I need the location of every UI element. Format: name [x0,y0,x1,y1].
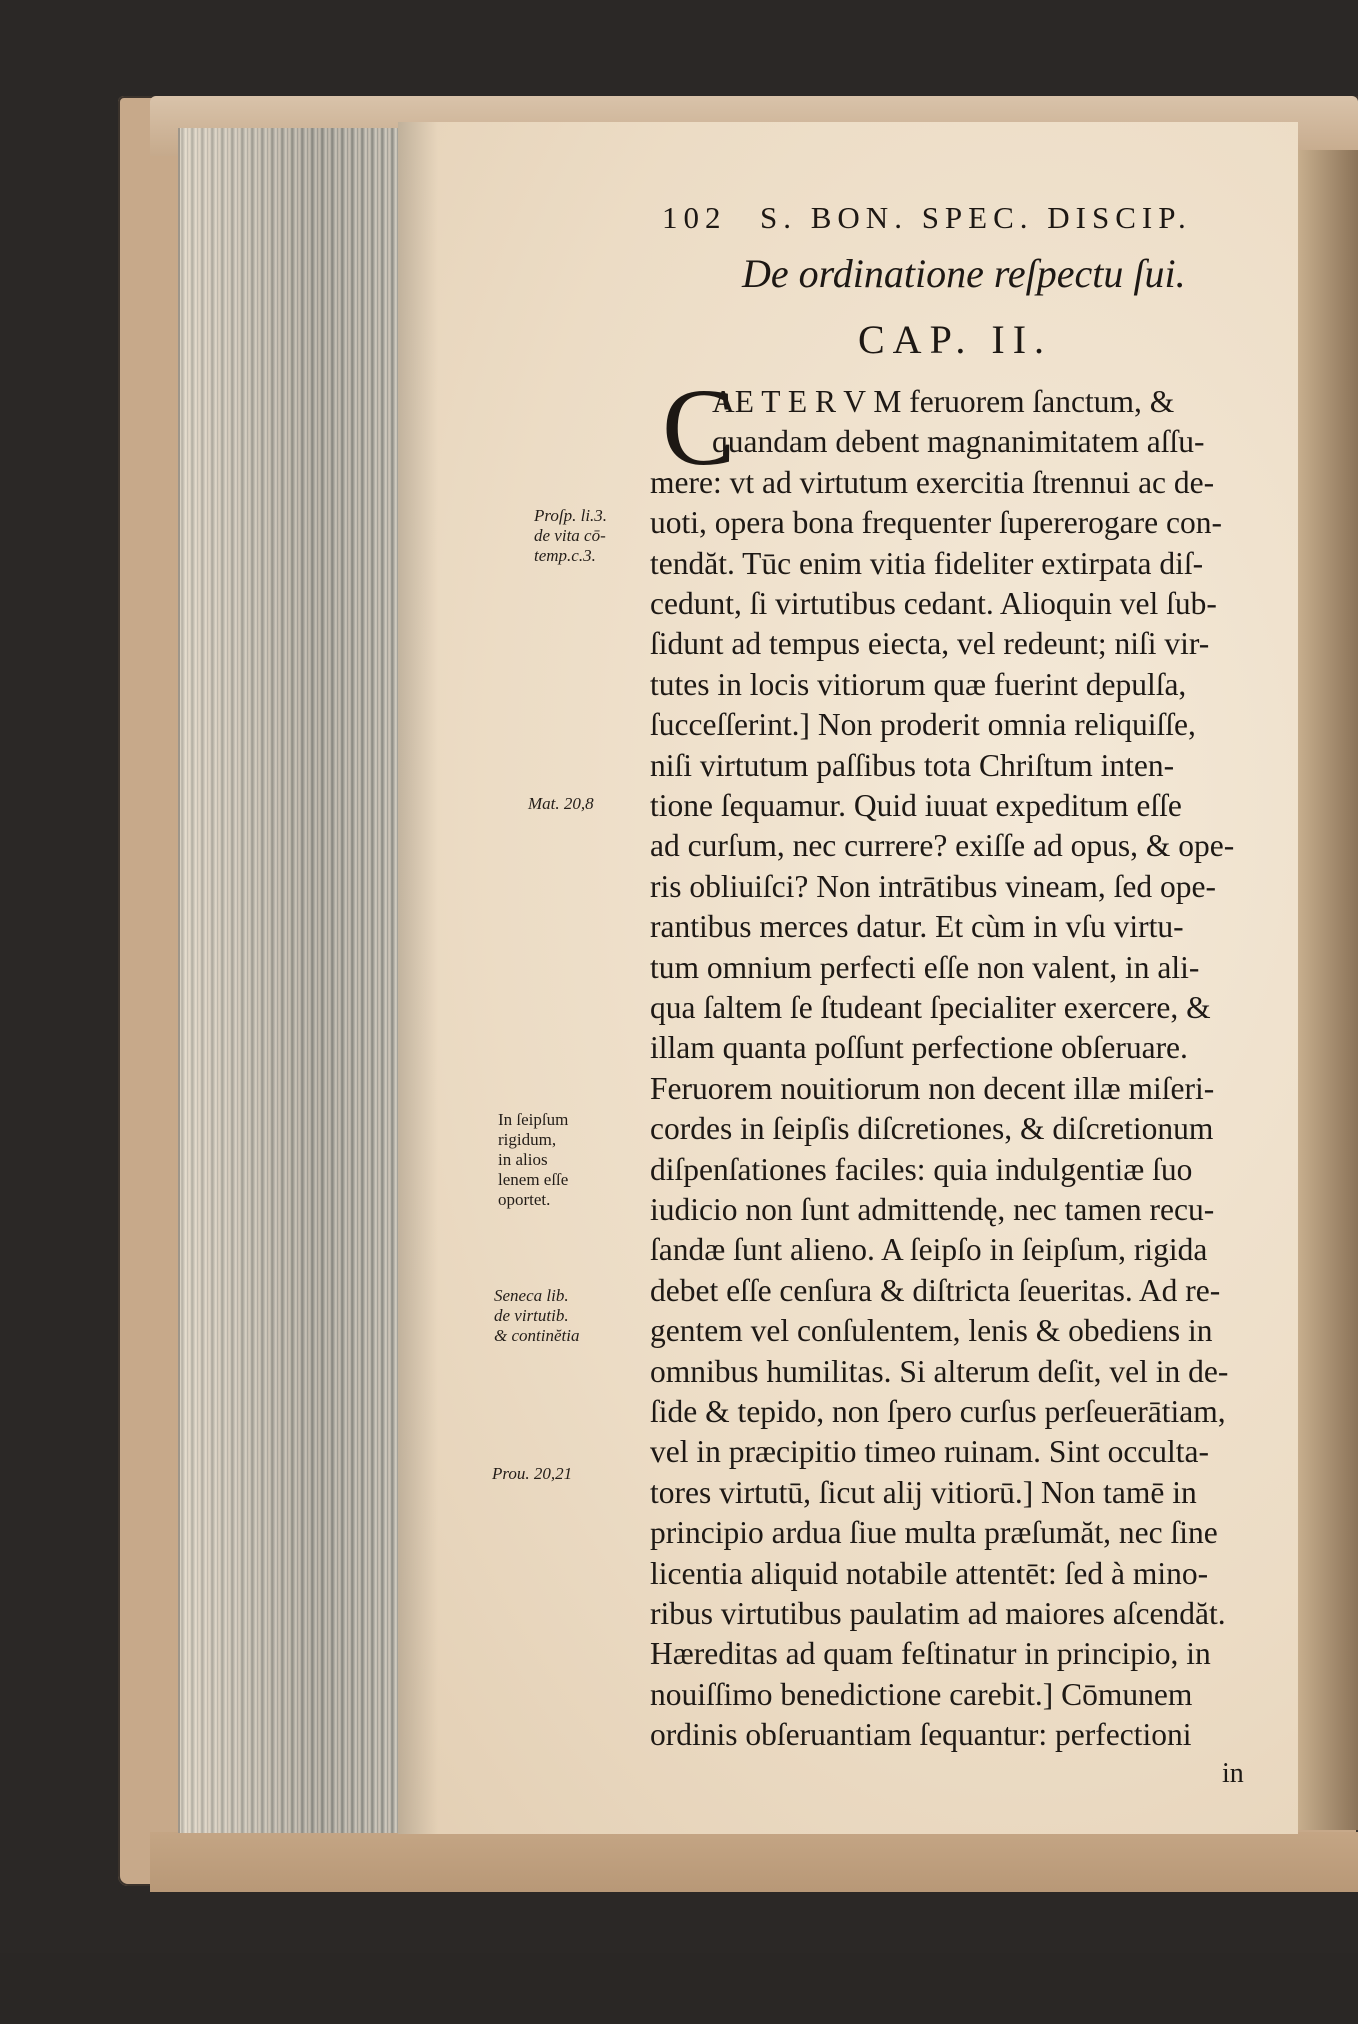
body-line: ſandæ ſunt alieno. A ſeipſo in ſeipſum, rigida [650,1232,1208,1268]
section-title: De ordinatione reſpectu ſui. [742,251,1186,296]
body-line: Hæreditas ad quam feſtinatur in principio, in [650,1636,1211,1672]
page-gutter-shadow [398,122,438,1834]
page-block-shading [178,128,410,1833]
body-line: omnibus humilitas. Si alterum deſit, vel in de- [650,1353,1229,1389]
body-line: niſi virtutum paſſibus tota Chriſtum inten- [650,747,1175,783]
body-line: vel in præcipitio timeo ruinam. Sint occulta- [650,1434,1210,1470]
body-line: in [1222,1757,1244,1789]
body-line: tum omnium perfecti eſſe non valent, in ali- [650,949,1200,985]
running-head-title: S. BON. SPEC. DISCIP. [760,200,1192,235]
body-line: quandam debent magnanimitatem aſſu- [712,424,1205,460]
margin-note-line: rigidum, [498,1130,557,1149]
margin-note-line: lenem eſſe [498,1170,569,1189]
margin-note-line: Seneca lib. [494,1286,569,1305]
body-line: cedunt, ſi virtutibus cedant. Alioquin vel ſub- [650,586,1217,621]
margin-note-line: Mat. 20,8 [528,794,594,813]
body-line: cordes in ſeipſis diſcretiones, & diſcretionum [650,1111,1214,1147]
body-line: rantibus merces datur. Et cùm in vſu virtu- [650,909,1184,945]
margin-note-prov [492,1464,572,1484]
body-line: principio ardua ſiue multa præſumăt, nec ſine [650,1515,1218,1551]
body-line: debet eſſe cenſura & diſtricta ſeueritas. Ad re- [650,1272,1221,1308]
body-line: uoti, opera bona frequenter ſupererogare con- [650,505,1222,541]
body-line: qua ſaltem ſe ſtudeant ſpecialiter exercere, & [650,990,1211,1025]
body-line: Feruorem nouitiorum non decent illæ miſeri- [650,1070,1215,1106]
body-line: ris obliuiſci? Non intrātibus vineam, ſed ope- [650,868,1217,904]
margin-note-line: & continĕtia [494,1326,580,1345]
margin-note-inseipsum [498,1110,568,1210]
body-line: mere: vt ad virtutum exercitia ſtrennui ac de- [650,464,1215,500]
margin-note-line: oportet. [498,1190,551,1209]
margin-note-seneca [494,1286,579,1346]
margin-note-mat [528,794,594,814]
margin-note-line: Prou. 20,21 [492,1464,573,1483]
page-number: 102 [662,200,727,235]
margin-note-line: In ſeipſum [498,1110,569,1129]
body-line: illam quanta poſſunt perfectione obſeruare. [650,1030,1188,1066]
body-line: ſidunt ad tempus eiecta, vel redeunt; niſi vir- [650,626,1210,662]
body-line: ſide & tepido, non ſpero curſus perſeuerātiam, [650,1394,1226,1429]
margin-note-line: de vita cō- [534,526,606,545]
margin-note-line: de virtutib. [494,1306,569,1325]
body-line: ribus virtutibus paulatim ad maiores aſcendăt. [650,1596,1226,1631]
body-line: tendăt. Tūc enim vitia fideliter extirpata diſ- [650,545,1204,581]
body-line: nouiſſimo benedictione carebit.] Cōmunem [650,1676,1193,1712]
body-line: ad curſum, nec currere? exiſſe ad opus, & ope- [650,828,1235,864]
margin-note-prosp [534,506,607,566]
facing-page-edge [1296,150,1358,1830]
body-line: diſpenſationes faciles: quia indulgentiæ ſuo [650,1151,1193,1187]
margin-note-line: in alios [498,1150,548,1169]
body-text [650,384,1270,2024]
body-line: licentia aliquid notabile attentēt: ſed à mino- [650,1555,1209,1591]
body-line: tutes in locis vitiorum quæ fuerint depulſa, [650,666,1187,702]
body-line: ſucceſſerint.] Non proderit omnia reliquiſſe, [650,707,1196,743]
drop-cap: C [662,366,736,488]
body-line: iudicio non ſunt admittendę, nec tamen recu- [650,1192,1215,1227]
chapter-heading: CAP. II. [858,317,1053,362]
body-line: ordinis obſeruantiam ſequantur: perfectioni [650,1717,1192,1753]
margin-note-line: Proſp. li.3. [534,506,608,525]
body-line: gentem vel conſulentem, lenis & obediens in [650,1313,1213,1349]
body-line: AE T E R V M feruorem ſanctum, & [712,384,1175,419]
body-line: tione ſequamur. Quid iuuat expeditum eſſe [650,788,1182,823]
body-line: tores virtutū, ſicut alij vitiorū.] Non tamē in [650,1474,1197,1510]
margin-note-line: temp.c.3. [534,546,596,565]
